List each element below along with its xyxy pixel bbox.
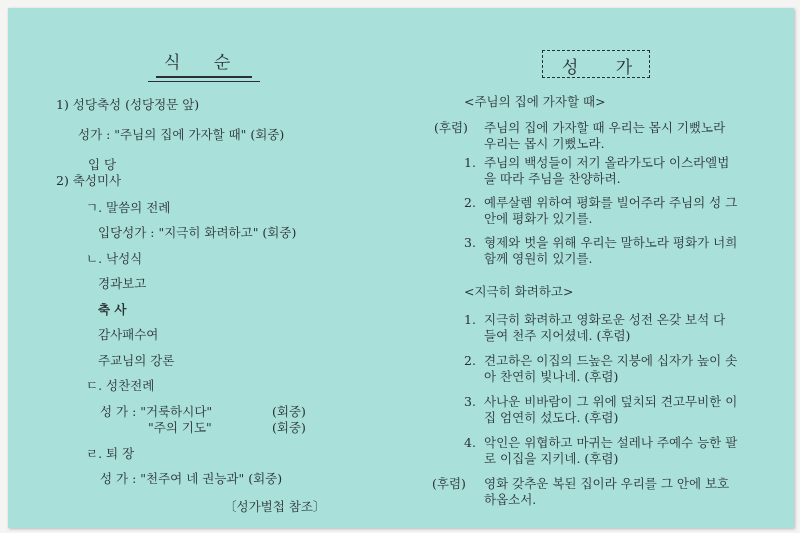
program-sheet [8,8,794,528]
item-1-entrance: 입 당 [88,157,117,172]
song-2-verse-4-line-1: 악인은 위협하고 마귀는 설레나 주예수 능한 팔 [484,435,738,450]
section-d-song: 성 가 : "천주여 네 권능과" (회중) [100,471,283,486]
song-2-verse-3-line-2: 집 엄연히 섰도다. (후렴) [484,410,619,425]
item-1-song: 성가 : "주님의 집에 가자할 때" (회중) [78,127,285,142]
song-2-verse-3-number: 3. [464,394,476,409]
song-1-verse-3-line-1: 형제와 벗을 위해 우리는 말하노라 평화가 너희 [484,235,738,250]
song-2-refrain-line-2: 하옵소서. [484,492,537,507]
song-1-title: <주님의 집에 가자할 때> [464,94,606,109]
song-2-verse-2-line-2: 아 찬연히 빛나네. (후렴) [484,369,619,384]
song-2-refrain-line-1: 영화 갖추운 복된 집이라 우리를 그 안에 보호 [484,476,730,491]
item-2-heading: 2) 축성미사 [56,173,122,188]
song-1-refrain-line-1: 주님의 집에 가자할 때 우리는 몹시 기뻤노라 [484,120,726,135]
section-c-song-2-who: (회중) [272,420,306,435]
section-b: ㄴ. 낙성식 [86,251,143,266]
song-1-verse-1-number: 1. [464,155,476,170]
section-b-item-4: 주교님의 강론 [98,353,175,368]
song-2-verse-3-line-1: 사나운 비바람이 그 위에 덮치되 견고무비한 이 [484,394,738,409]
song-1-verse-1-line-1: 주님의 백성들이 저기 올라가도다 이스라엘법 [484,155,730,170]
section-a: ㄱ. 말씀의 전례 [86,200,171,215]
section-b-item-1: 경과보고 [98,276,147,291]
section-b-item-3: 감사패수여 [98,327,159,342]
song-2-refrain-label: (후렴) [432,476,466,491]
song-2-verse-4-line-2: 로 이집을 지키네. (후렴) [484,451,619,466]
song-1-refrain-label: (후렴) [434,120,468,135]
section-b-item-2: 축 사 [98,302,127,317]
song-1-verse-3-number: 3. [464,235,476,250]
song-2-verse-2-line-1: 견고하은 이집의 드높은 지붕에 십자가 높이 솟 [484,353,738,368]
song-1-verse-2-line-1: 예루살렘 위하여 평화를 빌어주라 주님의 성 그 [484,195,738,210]
song-1-verse-2-number: 2. [464,195,476,210]
song-2-title: <지극히 화려하고> [464,284,574,299]
song-2-verse-4-number: 4. [464,435,476,450]
right-title: 성 가 [542,50,650,78]
song-2-verse-2-number: 2. [464,353,476,368]
section-c-song-2: "주의 기도" [148,420,212,435]
song-2-verse-1-number: 1. [464,312,476,327]
item-1-heading: 1) 성당축성 (성당정문 앞) [56,97,200,112]
section-a-song: 입당성가 : "지극히 화려하고" (회중) [98,225,297,240]
section-c: ㄷ. 성찬전례 [86,378,155,393]
song-2-verse-1-line-1: 지극히 화려하고 영화로운 성전 온갖 보석 다 [484,312,726,327]
section-d: ㄹ. 퇴 장 [86,446,135,461]
section-c-song-1: 성 가 : "거룩하시다" [100,404,213,419]
song-1-verse-3-line-2: 함께 영원히 있기를. [484,251,593,266]
song-2-verse-1-line-2: 들여 천주 지어셨네. (후렴) [484,328,631,343]
song-1-refrain-line-2: 우리는 몹시 기뻤노라. [484,136,605,151]
hymnal-reference: 〔성가벌첩 참조〕 [224,499,326,514]
section-c-song-1-who: (회중) [272,404,306,419]
song-1-verse-1-line-2: 을 따라 주님을 찬양하려. [484,171,621,186]
left-title: 식 순 [156,48,252,78]
song-1-verse-2-line-2: 안에 평화가 있기를. [484,211,593,226]
